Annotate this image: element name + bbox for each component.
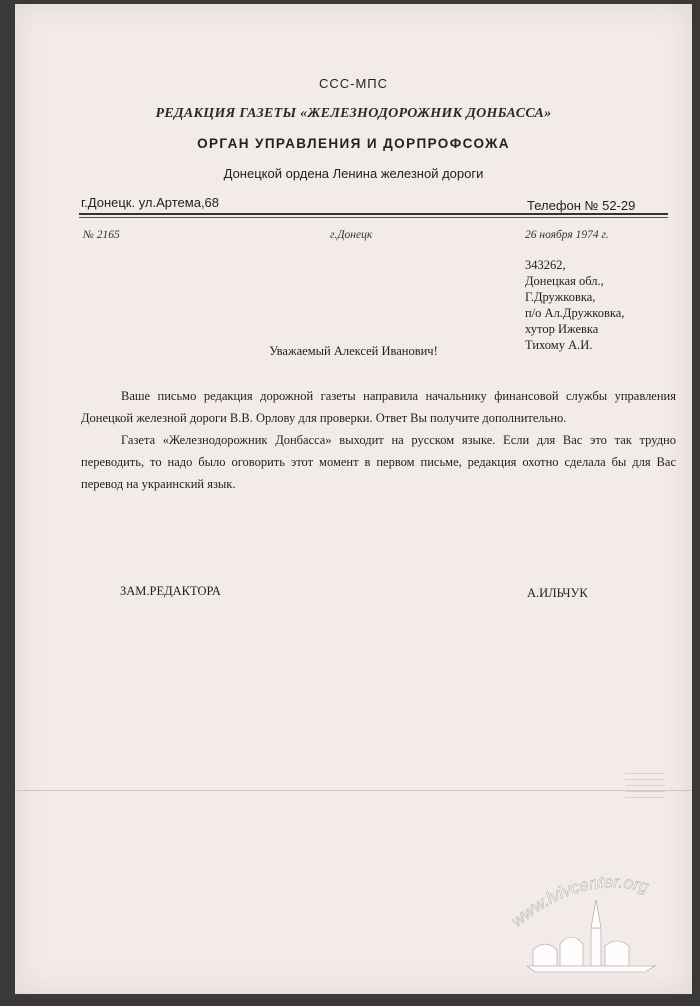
recipient-line: 343262,	[525, 258, 566, 272]
recipient-line: хутор Ижевка	[525, 322, 599, 336]
letter-city: г.Донецк	[330, 229, 373, 241]
recipient-line: Тихому А.И.	[525, 338, 593, 352]
header-rule	[79, 213, 668, 215]
body-paragraph: Ваше письмо редакция дорожной газеты направила начальнику финансовой службы управления Донецкой железной дороги В.В. Орлову для проверки. Ответ Вы получите дополнительно.	[81, 389, 676, 425]
ministry-header: ССС-МПС	[318, 76, 389, 91]
body-paragraph: Газета «Железнодорожник Донбасса» выходит на русском языке. Если для Вас это так трудно переводить, то надо было оговорить этот момент в первом письме, редакция охотно сделала бы для Вас перевод на украинский язык.	[81, 433, 676, 491]
letter-date: 26 ноября 1974 г.	[525, 229, 609, 241]
organ-title: ОРГАН УПРАВЛЕНИЯ И ДОРПРОФСОЖА	[197, 136, 510, 151]
recipient-line: Г.Дружковка,	[525, 290, 596, 304]
fold-marks	[625, 768, 665, 798]
fold-line	[15, 790, 692, 791]
recipient-line: Донецкая обл.,	[525, 274, 604, 288]
editorial-title: РЕДАКЦИЯ ГАЗЕТЫ «ЖЕЛЕЗНОДОРОЖНИК ДОНБАССА»	[155, 106, 552, 121]
address: г.Донецк. ул.Артема,68	[81, 195, 220, 210]
signature-title: ЗАМ.РЕДАКТОРА	[120, 584, 221, 598]
recipient-line: п/о Ал.Дружковка,	[525, 306, 625, 320]
greeting: Уважаемый Алексей Иванович!	[269, 344, 438, 358]
railway-subtitle: Донецкой ордена Ленина железной дороги	[223, 166, 484, 181]
header-rule-thin	[79, 217, 668, 218]
svg-text:www.lvivcenter.org	[508, 872, 652, 931]
recipient-address	[525, 257, 624, 353]
letter-body	[81, 385, 676, 495]
signature-name: А.ИЛЬЧУК	[527, 586, 588, 600]
letter-number: № 2165	[83, 229, 120, 241]
watermark-logo	[505, 866, 685, 976]
phone: Телефон № 52-29	[527, 198, 636, 213]
letter-page	[15, 4, 692, 994]
watermark-text: www.lvivcenter.org	[507, 872, 651, 931]
